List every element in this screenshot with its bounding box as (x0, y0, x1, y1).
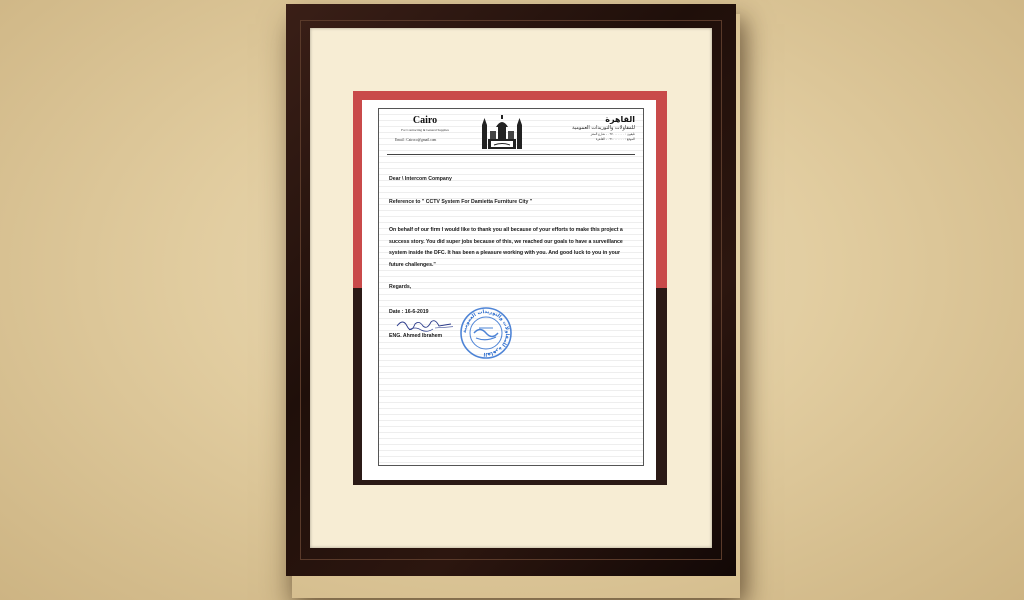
arabic-brand-name: القاهرة (605, 115, 635, 124)
arabic-subtitle: للمقاولات والتوريدات العمومية (572, 125, 635, 131)
letterhead-email: Email : Cairoco@gmail.com (395, 138, 437, 142)
company-stamp-icon (459, 306, 513, 360)
letter-document (378, 108, 644, 466)
letter-closing: Regards, (389, 284, 412, 290)
brand-name: Cairo (412, 115, 438, 126)
company-logo-icon (478, 115, 526, 151)
arabic-phone-line: الموقع : ٠٩١٠٠٠٠٠٠٠ - القاهرة (595, 137, 635, 141)
brand-subtitle: For Contracting & General Supplies (401, 128, 449, 132)
letterhead-divider (387, 154, 635, 155)
letter-reference: Reference to " CCTV System For Damietta Furniture City " (389, 199, 533, 205)
letterhead-english (389, 115, 461, 132)
stamp-lettering: القاهرة للمقاولات والتوريدات العمومية (461, 308, 511, 358)
arabic-address-line: تليفون : ٠٩٧٠٠٠٠٠٠٠ - شارع المعز (590, 132, 635, 136)
letter-salutation: Dear \ Intercom Company (389, 176, 452, 182)
letter-date: Date : 16-6-2019 (389, 309, 429, 315)
handwritten-signature-icon (393, 314, 453, 334)
signatory-name: ENG. Ahmed Ibrahem (389, 333, 443, 339)
letterhead-arabic (539, 115, 635, 141)
letter-body: On behalf of our firm I would like to thank you all because of your efforts to make this project a success story. You did super jobs because of this, we reached our goals to have a surveillance system inside the DFC. It has been a pleasure working with you. And good luck to you in your future challenges." (389, 227, 623, 268)
